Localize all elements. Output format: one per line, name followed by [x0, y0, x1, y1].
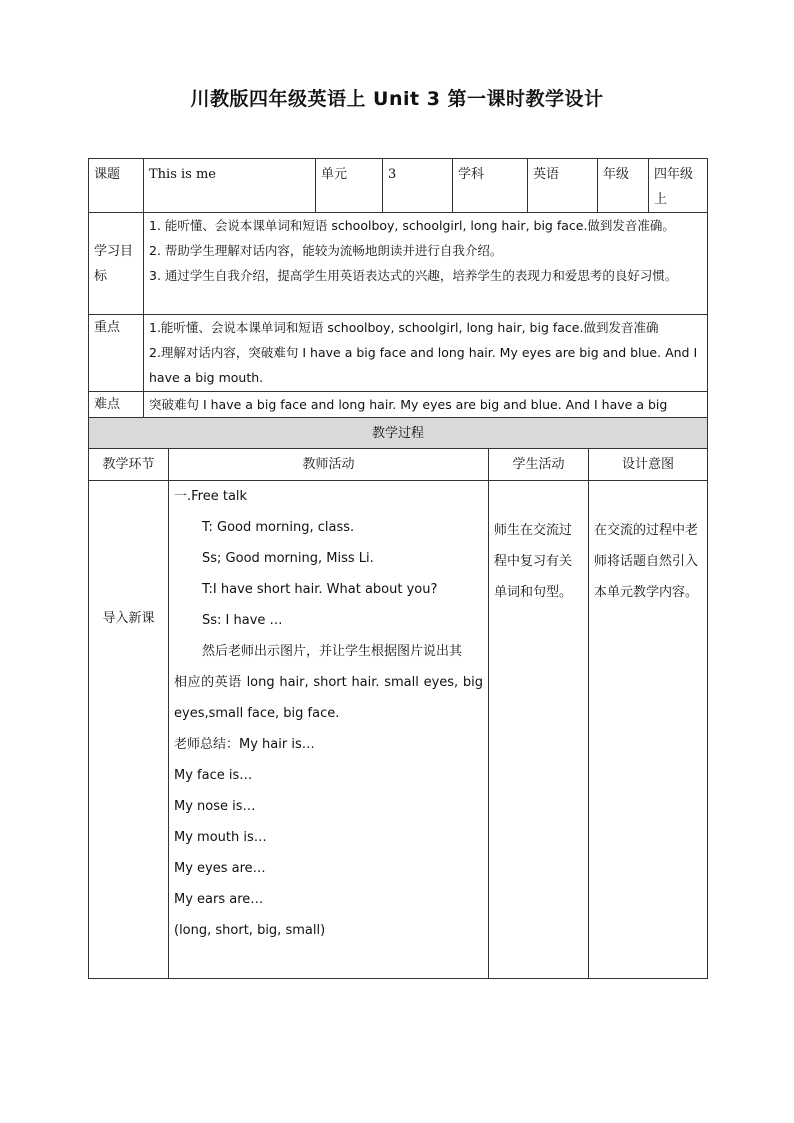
difficulty-value: 突破难句 I have a big face and long hair. My eyes are big and blue. And I have a big	[144, 392, 708, 443]
teacher-line: 相应的英语 long hair, short hair. small eyes, big	[174, 675, 483, 690]
teacher-line: 然后老师出示图片，并让学生根据图片说出其	[202, 644, 463, 659]
key-points-label: 重点	[89, 315, 144, 392]
teacher-line: My mouth is…	[174, 830, 267, 845]
teacher-line: (long, short, big, small)	[174, 923, 326, 938]
teacher-line: Ss; Good morning, Miss Li.	[202, 551, 374, 566]
teacher-activity	[169, 481, 489, 979]
teaching-process-table	[88, 417, 708, 979]
topic-label: 课题	[89, 159, 144, 213]
column-header: 学生活动	[489, 449, 589, 481]
unit-value: 3	[383, 159, 453, 213]
column-header: 教师活动	[169, 449, 489, 481]
grade-label: 年级	[598, 159, 649, 213]
column-header: 教学环节	[89, 449, 169, 481]
teacher-line: My face is…	[174, 768, 253, 783]
teacher-line: Ss: I have …	[202, 613, 283, 628]
teacher-line: eyes,small face, big face.	[174, 706, 340, 721]
stage-name: 导入新课	[89, 481, 169, 979]
key-points-list	[144, 315, 708, 392]
teacher-line: My eyes are…	[174, 861, 266, 876]
teacher-line: 老师总结：My hair is…	[174, 737, 315, 752]
goals-list	[144, 213, 708, 315]
unit-label: 单元	[316, 159, 383, 213]
teacher-line: T: Good morning, class.	[202, 520, 355, 535]
lesson-info-table	[88, 158, 708, 443]
grade-value: 四年级上	[649, 159, 708, 213]
goal-item: 3. 通过学生自我介绍，提高学生用英语表达式的兴趣，培养学生的表现力和爱思考的良好习惯。	[149, 268, 678, 283]
section-title: 教学过程	[89, 418, 708, 449]
student-activity: 师生在交流过程中复习有关单词和句型。	[489, 481, 589, 979]
key-point-item: 1.能听懂、会说本课单词和短语 schoolboy, schoolgirl, long hair, big face.做到发音准确	[149, 320, 659, 335]
key-point-item: 2.理解对话内容，突破难句 I have a big face and long hair. My eyes are big and blue. And I have a big mouth.	[149, 345, 698, 385]
topic-value: This is me	[144, 159, 316, 213]
column-header: 设计意图	[589, 449, 708, 481]
goal-item: 1. 能听懂、会说本课单词和短语 schoolboy, schoolgirl, long hair, big face.做到发音准确。	[149, 218, 675, 233]
subject-value: 英语	[528, 159, 598, 213]
difficulty-label: 难点	[89, 392, 144, 443]
goals-label: 学习目标	[89, 213, 144, 315]
teacher-line: 一.Free talk	[174, 489, 248, 504]
teacher-line: My ears are…	[174, 892, 264, 907]
teacher-line: My nose is…	[174, 799, 256, 814]
design-intent: 在交流的过程中老师将话题自然引入本单元教学内容。	[589, 481, 708, 979]
goal-item: 2. 帮助学生理解对话内容，能较为流畅地朗读并进行自我介绍。	[149, 243, 503, 258]
teacher-line: T:I have short hair. What about you?	[202, 582, 438, 597]
document-title: 川教版四年级英语上 Unit 3 第一课时教学设计	[190, 88, 604, 110]
subject-label: 学科	[453, 159, 528, 213]
